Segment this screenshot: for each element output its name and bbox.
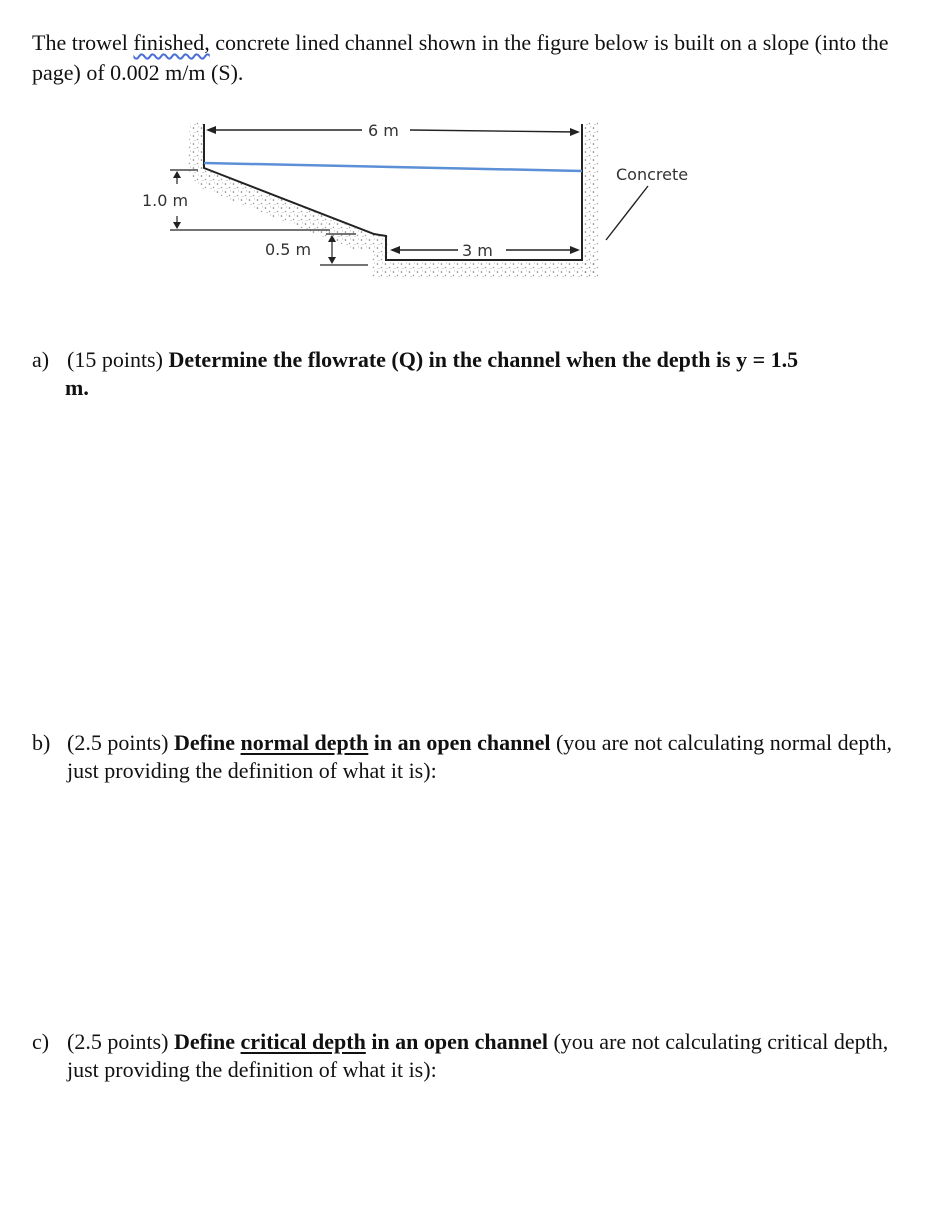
spellcheck-underlined-word: finished,	[133, 30, 210, 55]
concrete-lining	[188, 122, 598, 278]
question-c-bold-lead: Define	[173, 1029, 236, 1054]
intro-text-part1: The trowel	[32, 30, 134, 55]
question-b-bold-tail: in an open channel	[373, 730, 551, 755]
question-c-bold-tail: in an open channel	[371, 1029, 548, 1054]
bottom-width-label: 3 m	[462, 241, 493, 260]
question-a-bold-wrap: m.	[65, 375, 89, 400]
question-b-marker: b)	[32, 730, 51, 755]
channel-cross-section-figure	[0, 110, 760, 310]
intro-text-part2: concrete lined channel shown in the figure below is built on a slope (into the page) of 0.002 m/m (S).	[32, 30, 889, 85]
question-c-points: (2.5 points)	[67, 1029, 169, 1054]
water-surface-line	[204, 163, 582, 171]
question-a-points: (15 points)	[67, 347, 163, 372]
channel-diagram	[0, 110, 760, 310]
question-a	[32, 346, 892, 402]
question-c-normal-text: (you are not calculating critical depth, just providing the definition of what it is):	[67, 1029, 889, 1082]
question-b-body	[67, 729, 892, 785]
problem-statement	[32, 28, 912, 88]
question-b-normal-text: (you are not calculating normal depth, just providing the definition of what it is):	[67, 730, 892, 783]
top-width-label: 6 m	[368, 121, 399, 140]
question-b-underlined-term: normal depth	[240, 730, 369, 755]
question-a-body	[67, 346, 892, 402]
concrete-label: Concrete	[616, 165, 689, 184]
depth-label: 1.0 m	[142, 191, 189, 210]
question-a-bold-text: Determine the flowrate (Q) in the channel when the depth is y = 1.5	[168, 347, 799, 372]
question-c-body	[67, 1028, 892, 1084]
question-b-bold-lead: Define	[173, 730, 236, 755]
question-b	[32, 729, 892, 785]
concrete-leader-line	[606, 186, 648, 240]
question-c-marker: c)	[32, 1029, 50, 1054]
question-c-underlined-term: critical depth	[240, 1029, 366, 1054]
question-a-marker: a)	[32, 347, 50, 372]
question-b-points: (2.5 points)	[67, 730, 169, 755]
step-label: 0.5 m	[265, 240, 312, 259]
question-c	[32, 1028, 892, 1084]
